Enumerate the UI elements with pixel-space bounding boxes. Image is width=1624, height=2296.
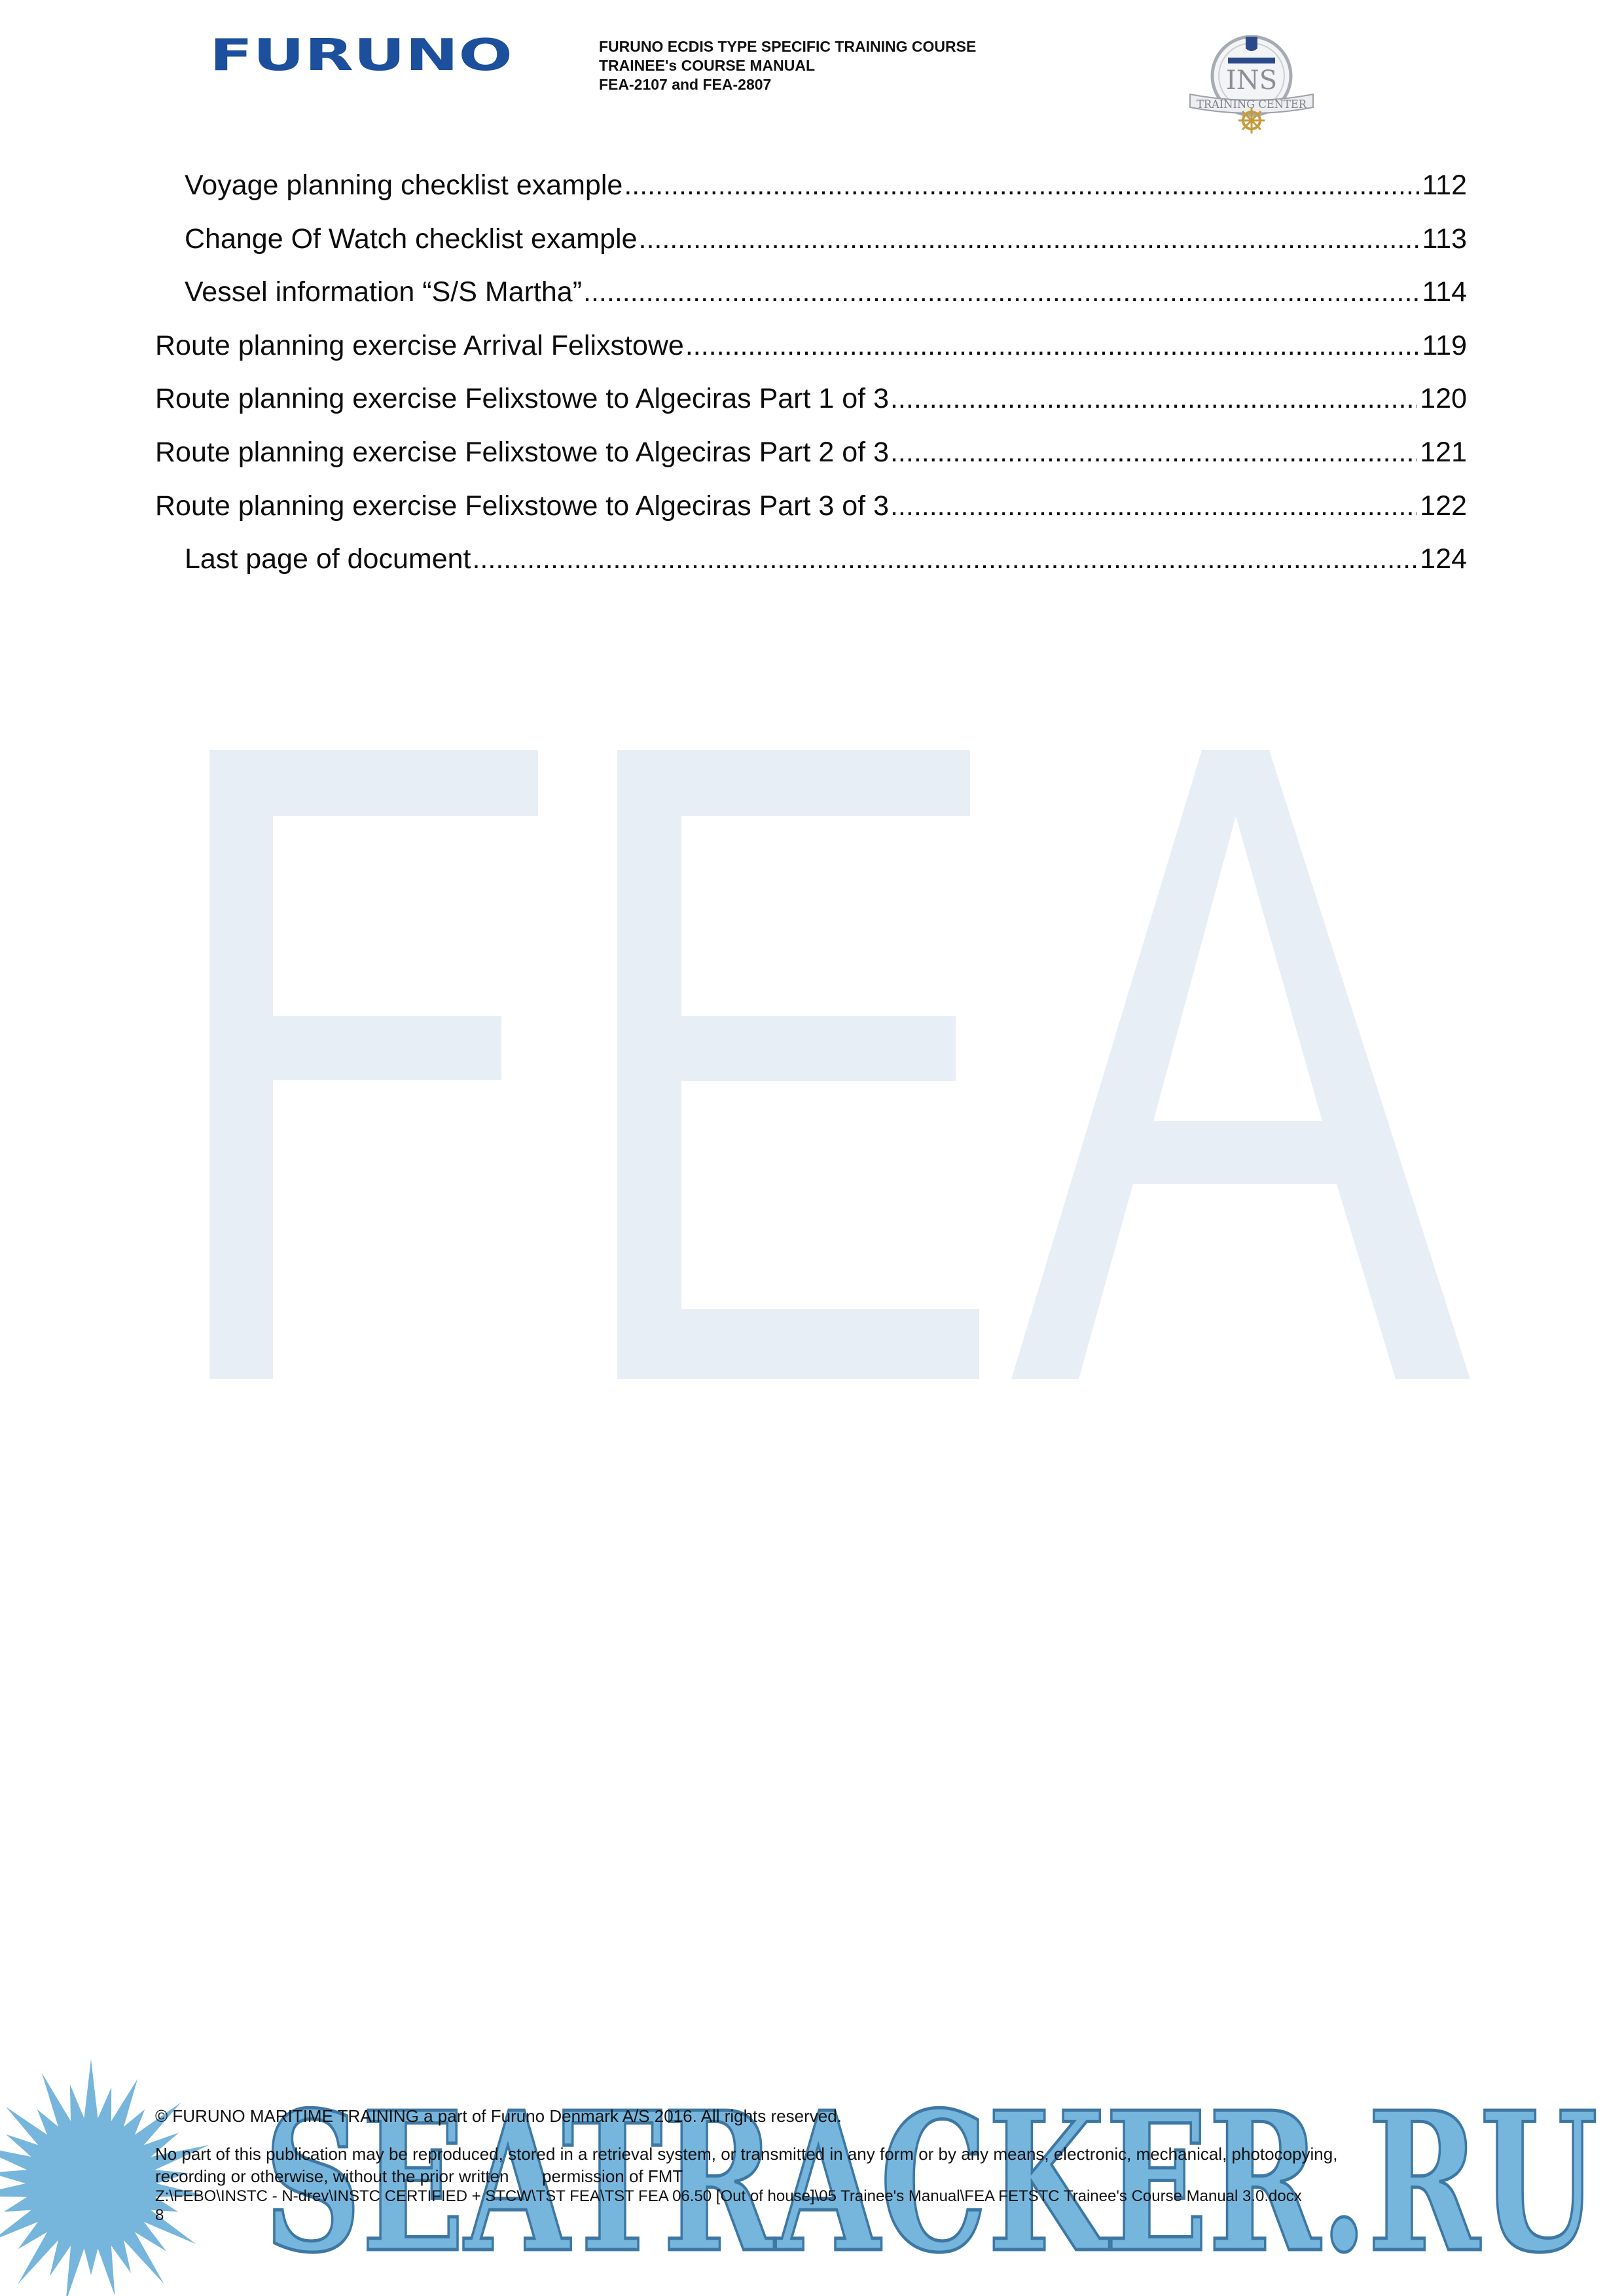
header-title-line: FEA-2107 and FEA-2807 xyxy=(599,76,772,93)
shield-icon xyxy=(1246,37,1257,51)
toc-entry-page: 113 xyxy=(1422,223,1467,255)
toc-entry-title: Last page of document xyxy=(185,543,471,575)
dot-leader xyxy=(890,426,1417,480)
toc-entry-page: 112 xyxy=(1422,170,1467,201)
toc-entry-title: Route planning exercise Arrival Felixstowe xyxy=(155,329,684,361)
toc-entry[interactable] xyxy=(0,159,1624,213)
toc-entry-title: Change Of Watch checklist example xyxy=(185,223,638,255)
toc-entry-page: 122 xyxy=(1420,490,1467,522)
toc-entry-title: Route planning exercise Felixstowe to Algeciras Part 2 of 3 xyxy=(155,436,889,468)
dot-leader xyxy=(890,480,1417,533)
watermark-letter-e xyxy=(617,750,979,1379)
dot-leader xyxy=(583,266,1419,319)
toc-entry[interactable] xyxy=(0,480,1624,533)
dot-leader xyxy=(624,159,1419,213)
seatracker-watermark-text: SEATRACKER.RU xyxy=(264,2070,1598,2295)
toc-entry-title: Route planning exercise Felixstowe to Algeciras Part 3 of 3 xyxy=(155,490,889,522)
footer-rights-line: No part of this publication may be reproduced, stored in a retrieval system, or transmitted in any form or by any means, electronic, mechanical, photocopying, xyxy=(155,2144,1338,2164)
footer-page-number: 8 xyxy=(155,2206,164,2224)
furuno-logo xyxy=(208,29,516,81)
table-of-contents xyxy=(0,159,1624,586)
furuno-logo-text: FURUNO xyxy=(209,29,513,81)
toc-entry-page: 120 xyxy=(1420,383,1467,415)
toc-entry-page: 121 xyxy=(1420,436,1467,468)
toc-entry[interactable] xyxy=(0,319,1624,373)
toc-entry[interactable] xyxy=(0,266,1624,319)
watermark-fea xyxy=(196,733,1479,1388)
toc-entry-title: Voyage planning checklist example xyxy=(185,170,623,201)
header-course-title xyxy=(599,37,976,94)
ship-wheel-icon xyxy=(1238,107,1265,134)
footer-rights-line: recording or otherwise, without the prior written permission of FMT xyxy=(155,2166,683,2186)
watermark-letter-a xyxy=(1011,750,1470,1379)
header-title-line: FURUNO ECDIS TYPE SPECIFIC TRAINING COURSE xyxy=(599,38,977,55)
ins-training-center-logo xyxy=(1186,34,1317,134)
toc-entry-page: 114 xyxy=(1422,276,1467,308)
logo-main-text: INS xyxy=(1225,65,1278,96)
logo-ribbon-text: TRAINING CENTER xyxy=(1197,98,1308,111)
header-title-line: TRAINEE's COURSE MANUAL xyxy=(599,57,816,74)
dot-leader xyxy=(890,372,1417,426)
footer-file-path: Z:\FEBO\INSTC - N-drev\INSTC CERTIFIED + STCW\TST FEA\TST FEA 06.50 [Out of house]\05 Trainee's Manual\FEA FETSTC Trainee's Course Manual 3.0.docx xyxy=(155,2187,1302,2205)
dot-leader xyxy=(639,213,1420,266)
logo-banner-strip xyxy=(1228,58,1275,63)
dot-leader xyxy=(685,319,1420,373)
toc-entry-page: 124 xyxy=(1420,543,1467,575)
watermark-letter-f xyxy=(209,750,538,1379)
toc-entry-title: Route planning exercise Felixstowe to Algeciras Part 1 of 3 xyxy=(155,383,889,415)
toc-entry-title: Vessel information “S/S Martha” xyxy=(185,276,583,308)
toc-entry[interactable] xyxy=(0,372,1624,426)
toc-entry[interactable] xyxy=(0,426,1624,480)
toc-entry-page: 119 xyxy=(1422,329,1467,361)
toc-entry[interactable] xyxy=(0,533,1624,586)
dot-leader xyxy=(472,533,1417,586)
toc-entry[interactable] xyxy=(0,213,1624,266)
footer-copyright: © FURUNO MARITIME TRAINING a part of Furuno Denmark A/S 2016. All rights reserved. xyxy=(155,2106,842,2126)
